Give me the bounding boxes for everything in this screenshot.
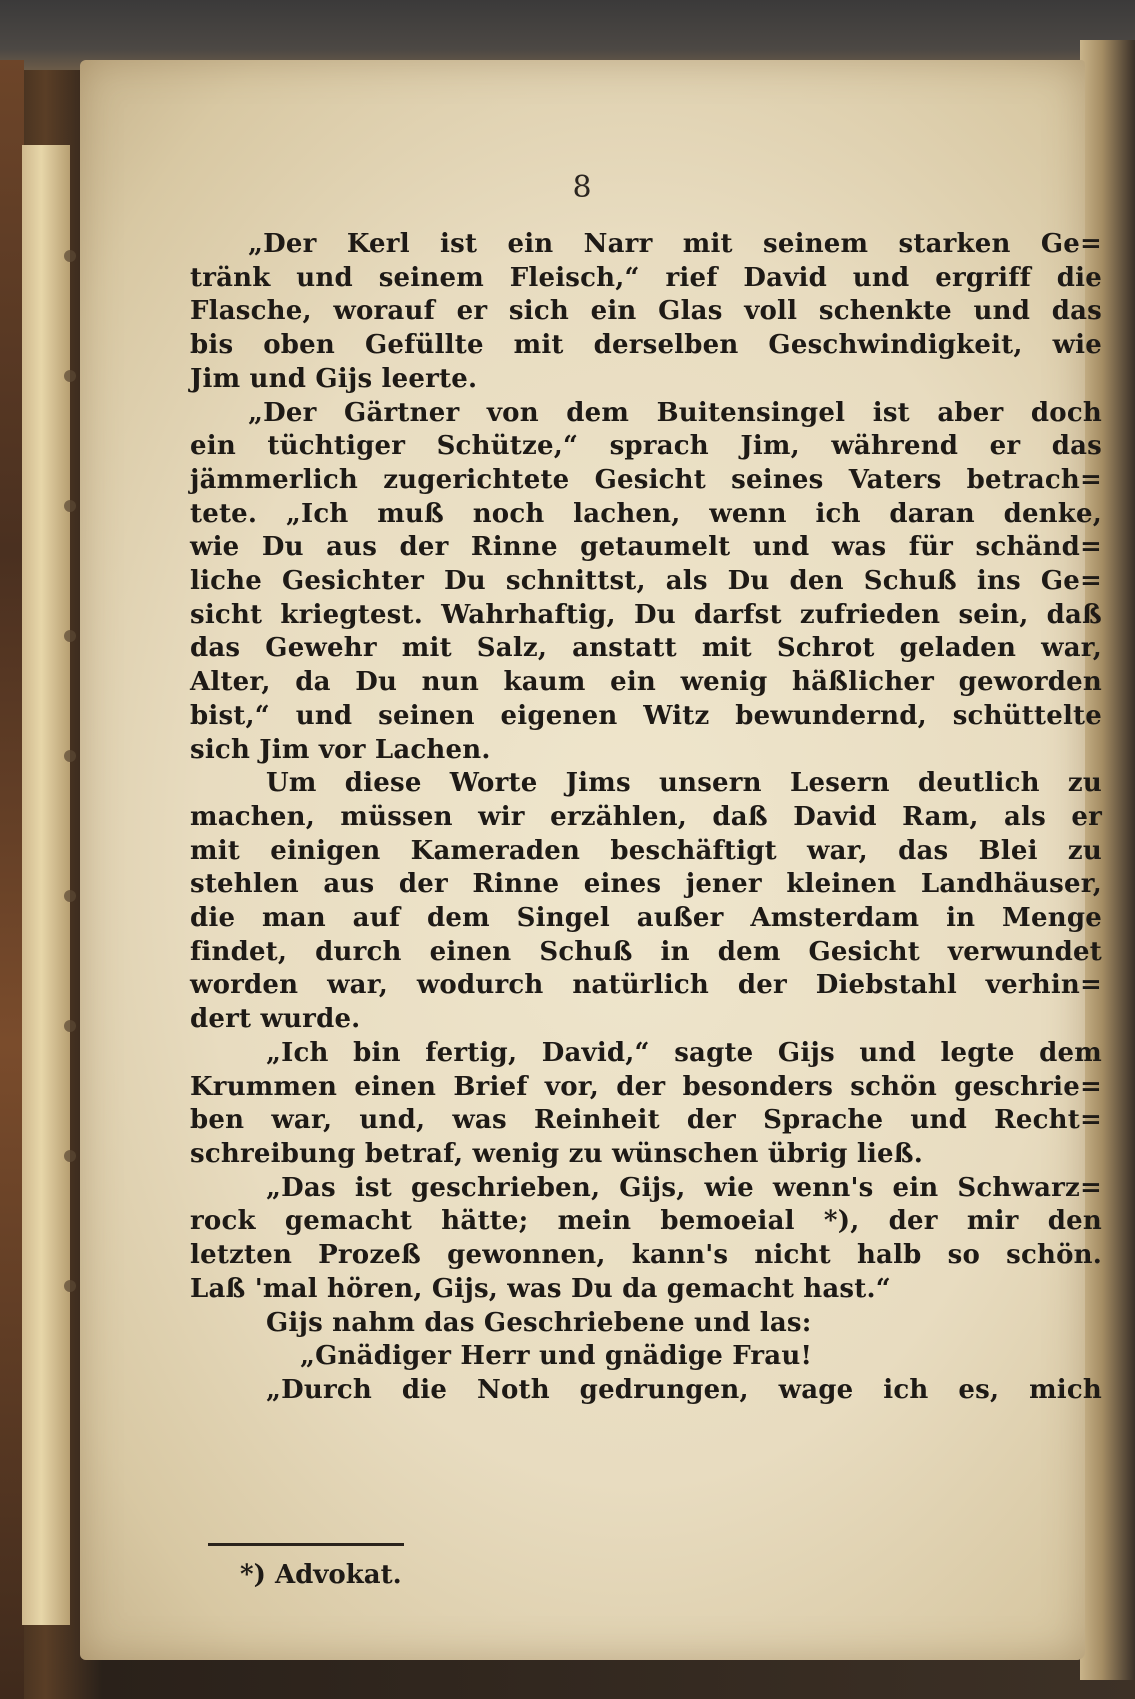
text-line: liche Gesichter Du schnittst, als Du den Schuß ins Ge= <box>190 566 1102 597</box>
text-line: die man auf dem Singel außer Amsterdam in Menge <box>190 903 1102 934</box>
text-line: findet, durch einen Schuß in dem Gesicht verwundet <box>190 936 1102 967</box>
text-line: Krummen einen Brief vor, der besonders schön geschrie= <box>190 1071 1102 1102</box>
text-line: Jim und Gijs leerte. <box>190 363 478 394</box>
text-line: Laß 'mal hören, Gijs, was Du da gemacht hast.“ <box>190 1273 891 1304</box>
text-line: „Gnädiger Herr und gnädige Frau! <box>300 1341 813 1372</box>
text-line: wie Du aus der Rinne getaumelt und was für schänd= <box>190 532 1102 563</box>
text-line: sicht kriegtest. Wahrhaftig, Du darfst zufrieden sein, daß <box>190 599 1102 630</box>
book-page <box>80 60 1102 1660</box>
body-text <box>190 228 1102 1408</box>
text-line: letzten Prozeß gewonnen, kann's nicht halb so schön. <box>190 1240 1102 1271</box>
text-line: tete. „Ich muß noch lachen, wenn ich daran denke, <box>190 498 1102 529</box>
footnote-rule <box>208 1543 404 1546</box>
text-line: „Der Gärtner von dem Buitensingel ist aber doch <box>248 397 1102 428</box>
text-line: bist,“ und seinen eigenen Witz bewundernd, schüttelte <box>190 700 1102 731</box>
text-line: rock gemacht hätte; mein bemoeial *), der mir den <box>190 1206 1102 1237</box>
text-line: schreibung betraf, wenig zu wünschen übrig ließ. <box>190 1138 924 1169</box>
text-line: „Der Kerl ist ein Narr mit seinem starken Ge= <box>248 229 1102 259</box>
text-line: jämmerlich zugerichtete Gesicht seines Vaters betrach= <box>190 464 1102 495</box>
text-line: dert wurde. <box>190 1004 361 1035</box>
text-line: „Das ist geschrieben, Gijs, wie wenn's ein Schwarz= <box>266 1172 1102 1203</box>
binding-stitch-marks <box>60 250 80 1300</box>
text-line: sich Jim vor Lachen. <box>190 734 491 765</box>
text-line: „Ich bin fertig, David,“ sagte Gijs und legte dem <box>266 1037 1102 1068</box>
text-line: das Gewehr mit Salz, anstatt mit Schrot geladen war, <box>190 633 1102 664</box>
footnote: *) Advokat. <box>240 1560 402 1590</box>
text-line: ein tüchtiger Schütze,“ sprach Jim, während er das <box>190 431 1102 462</box>
text-line: machen, müssen wir erzählen, daß David Ram, als er <box>190 801 1102 832</box>
leather-cover-edge <box>0 60 24 1699</box>
text-line: stehlen aus der Rinne eines jener kleinen Landhäuser, <box>190 869 1102 900</box>
text-line: „Durch die Noth gedrungen, wage ich es, mich <box>266 1374 1102 1405</box>
text-line: ben war, und, was Reinheit der Sprache und Recht= <box>190 1105 1102 1136</box>
text-line: Alter, da Du nun kaum ein wenig häßlicher geworden <box>190 667 1102 698</box>
text-line: Gijs nahm das Geschriebene und las: <box>266 1307 812 1338</box>
text-line: mit einigen Kameraden beschäftigt war, das Blei zu <box>190 835 1102 866</box>
text-line: tränk und seinem Fleisch,“ rief David und ergriff die <box>190 262 1102 293</box>
text-line: Um diese Worte Jims unsern Lesern deutlich zu <box>266 768 1102 799</box>
text-line: worden war, wodurch natürlich der Diebstahl verhin= <box>190 970 1102 1001</box>
page-number: 8 <box>572 170 593 205</box>
text-line: Flasche, worauf er sich ein Glas voll schenkte und das <box>190 296 1102 327</box>
text-line: bis oben Gefüllte mit derselben Geschwindigkeit, wie <box>190 330 1102 361</box>
